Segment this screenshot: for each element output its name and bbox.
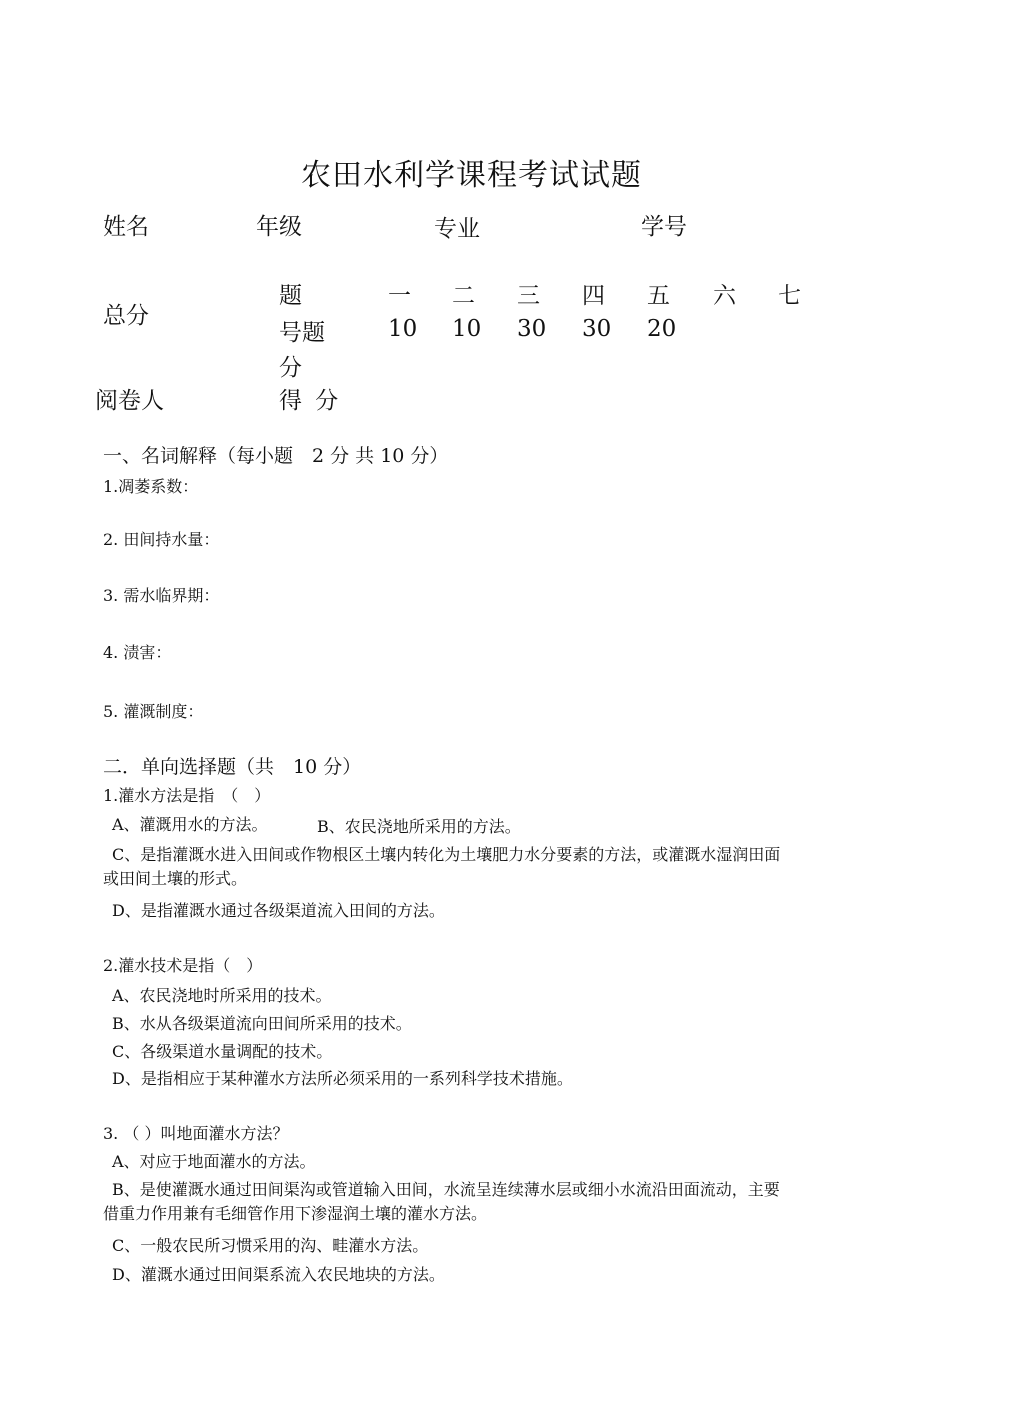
question-points-4: 30	[582, 316, 612, 342]
q3-option-a: A、对应于地面灌水的方法。	[112, 1152, 316, 1171]
question-no-1: 一	[388, 283, 411, 309]
student-id-label: 学号	[641, 214, 687, 240]
section1-item-1: 1.凋萎系数：	[103, 477, 199, 496]
q1-option-a: A、灌溉用水的方法。	[112, 815, 268, 834]
q3-option-b-line2: 借重力作用兼有毛细管作用下渗湿润土壤的灌水方法。	[103, 1204, 488, 1223]
section2-heading: 二．单向选择题（共 10 分）	[103, 756, 362, 778]
page-title: 农田水利学课程考试试题	[301, 158, 642, 193]
q2-stem: 2.灌水技术是指（ ）	[103, 956, 263, 975]
question-no-3: 三	[517, 283, 540, 309]
q2-option-d: D、是指相应于某种灌水方法所必须采用的一系列科学技术措施。	[112, 1069, 573, 1088]
q2-option-a: A、农民浇地时所采用的技术。	[112, 986, 332, 1005]
question-points-3: 30	[517, 316, 547, 342]
name-label: 姓名	[103, 214, 149, 240]
section1-heading: 一、名词解释（每小题 2 分 共 10 分）	[103, 445, 449, 467]
question-points-5: 20	[647, 316, 677, 342]
question-no-5: 五	[647, 283, 670, 309]
section1-item-3: 3. 需水临界期：	[103, 586, 220, 605]
major-label: 专业	[434, 216, 480, 242]
question-no-6: 六	[713, 283, 736, 309]
q1-stem: 1.灌水方法是指 （ ）	[103, 786, 271, 805]
score-label: 得 分	[279, 388, 339, 414]
question-points-2: 10	[452, 316, 482, 342]
q1-option-d: D、是指灌溉水通过各级渠道流入田间的方法。	[112, 901, 445, 920]
q1-option-c-line2: 或田间土壤的形式。	[103, 869, 248, 888]
q3-option-d: D、灌溉水通过田间渠系流入农民地块的方法。	[112, 1265, 445, 1284]
q3-option-b-line1: B、是使灌溉水通过田间渠沟或管道输入田间，水流呈连续薄水层或细小水流沿田面流动，主要	[112, 1180, 780, 1199]
question-number-label-2: 号题	[279, 320, 325, 346]
question-no-7: 七	[778, 283, 801, 309]
question-no-4: 四	[582, 283, 605, 309]
section1-item-4: 4. 渍害：	[103, 643, 172, 662]
q1-option-b: B、农民浇地所采用的方法。	[317, 817, 521, 836]
reviewer-label: 阅卷人	[95, 388, 164, 414]
question-points-1: 10	[388, 316, 418, 342]
q1-option-c-line1: C、是指灌溉水进入田间或作物根区土壤内转化为土壤肥力水分要素的方法，或灌溉水湿润田面	[112, 845, 781, 864]
section1-item-5: 5. 灌溉制度：	[103, 702, 204, 721]
question-number-label-1: 题	[279, 283, 302, 309]
q3-option-c: C、一般农民所习惯采用的沟、畦灌水方法。	[112, 1236, 429, 1255]
q3-stem: 3. （ ）叫地面灌水方法？	[103, 1124, 289, 1143]
section1-item-2: 2. 田间持水量：	[103, 530, 220, 549]
question-number-label-3: 分	[279, 355, 302, 381]
grade-label: 年级	[256, 214, 302, 240]
q2-option-c: C、各级渠道水量调配的技术。	[112, 1042, 333, 1061]
q2-option-b: B、水从各级渠道流向田间所采用的技术。	[112, 1014, 412, 1033]
question-no-2: 二	[452, 283, 475, 309]
total-score-label: 总分	[103, 303, 149, 329]
